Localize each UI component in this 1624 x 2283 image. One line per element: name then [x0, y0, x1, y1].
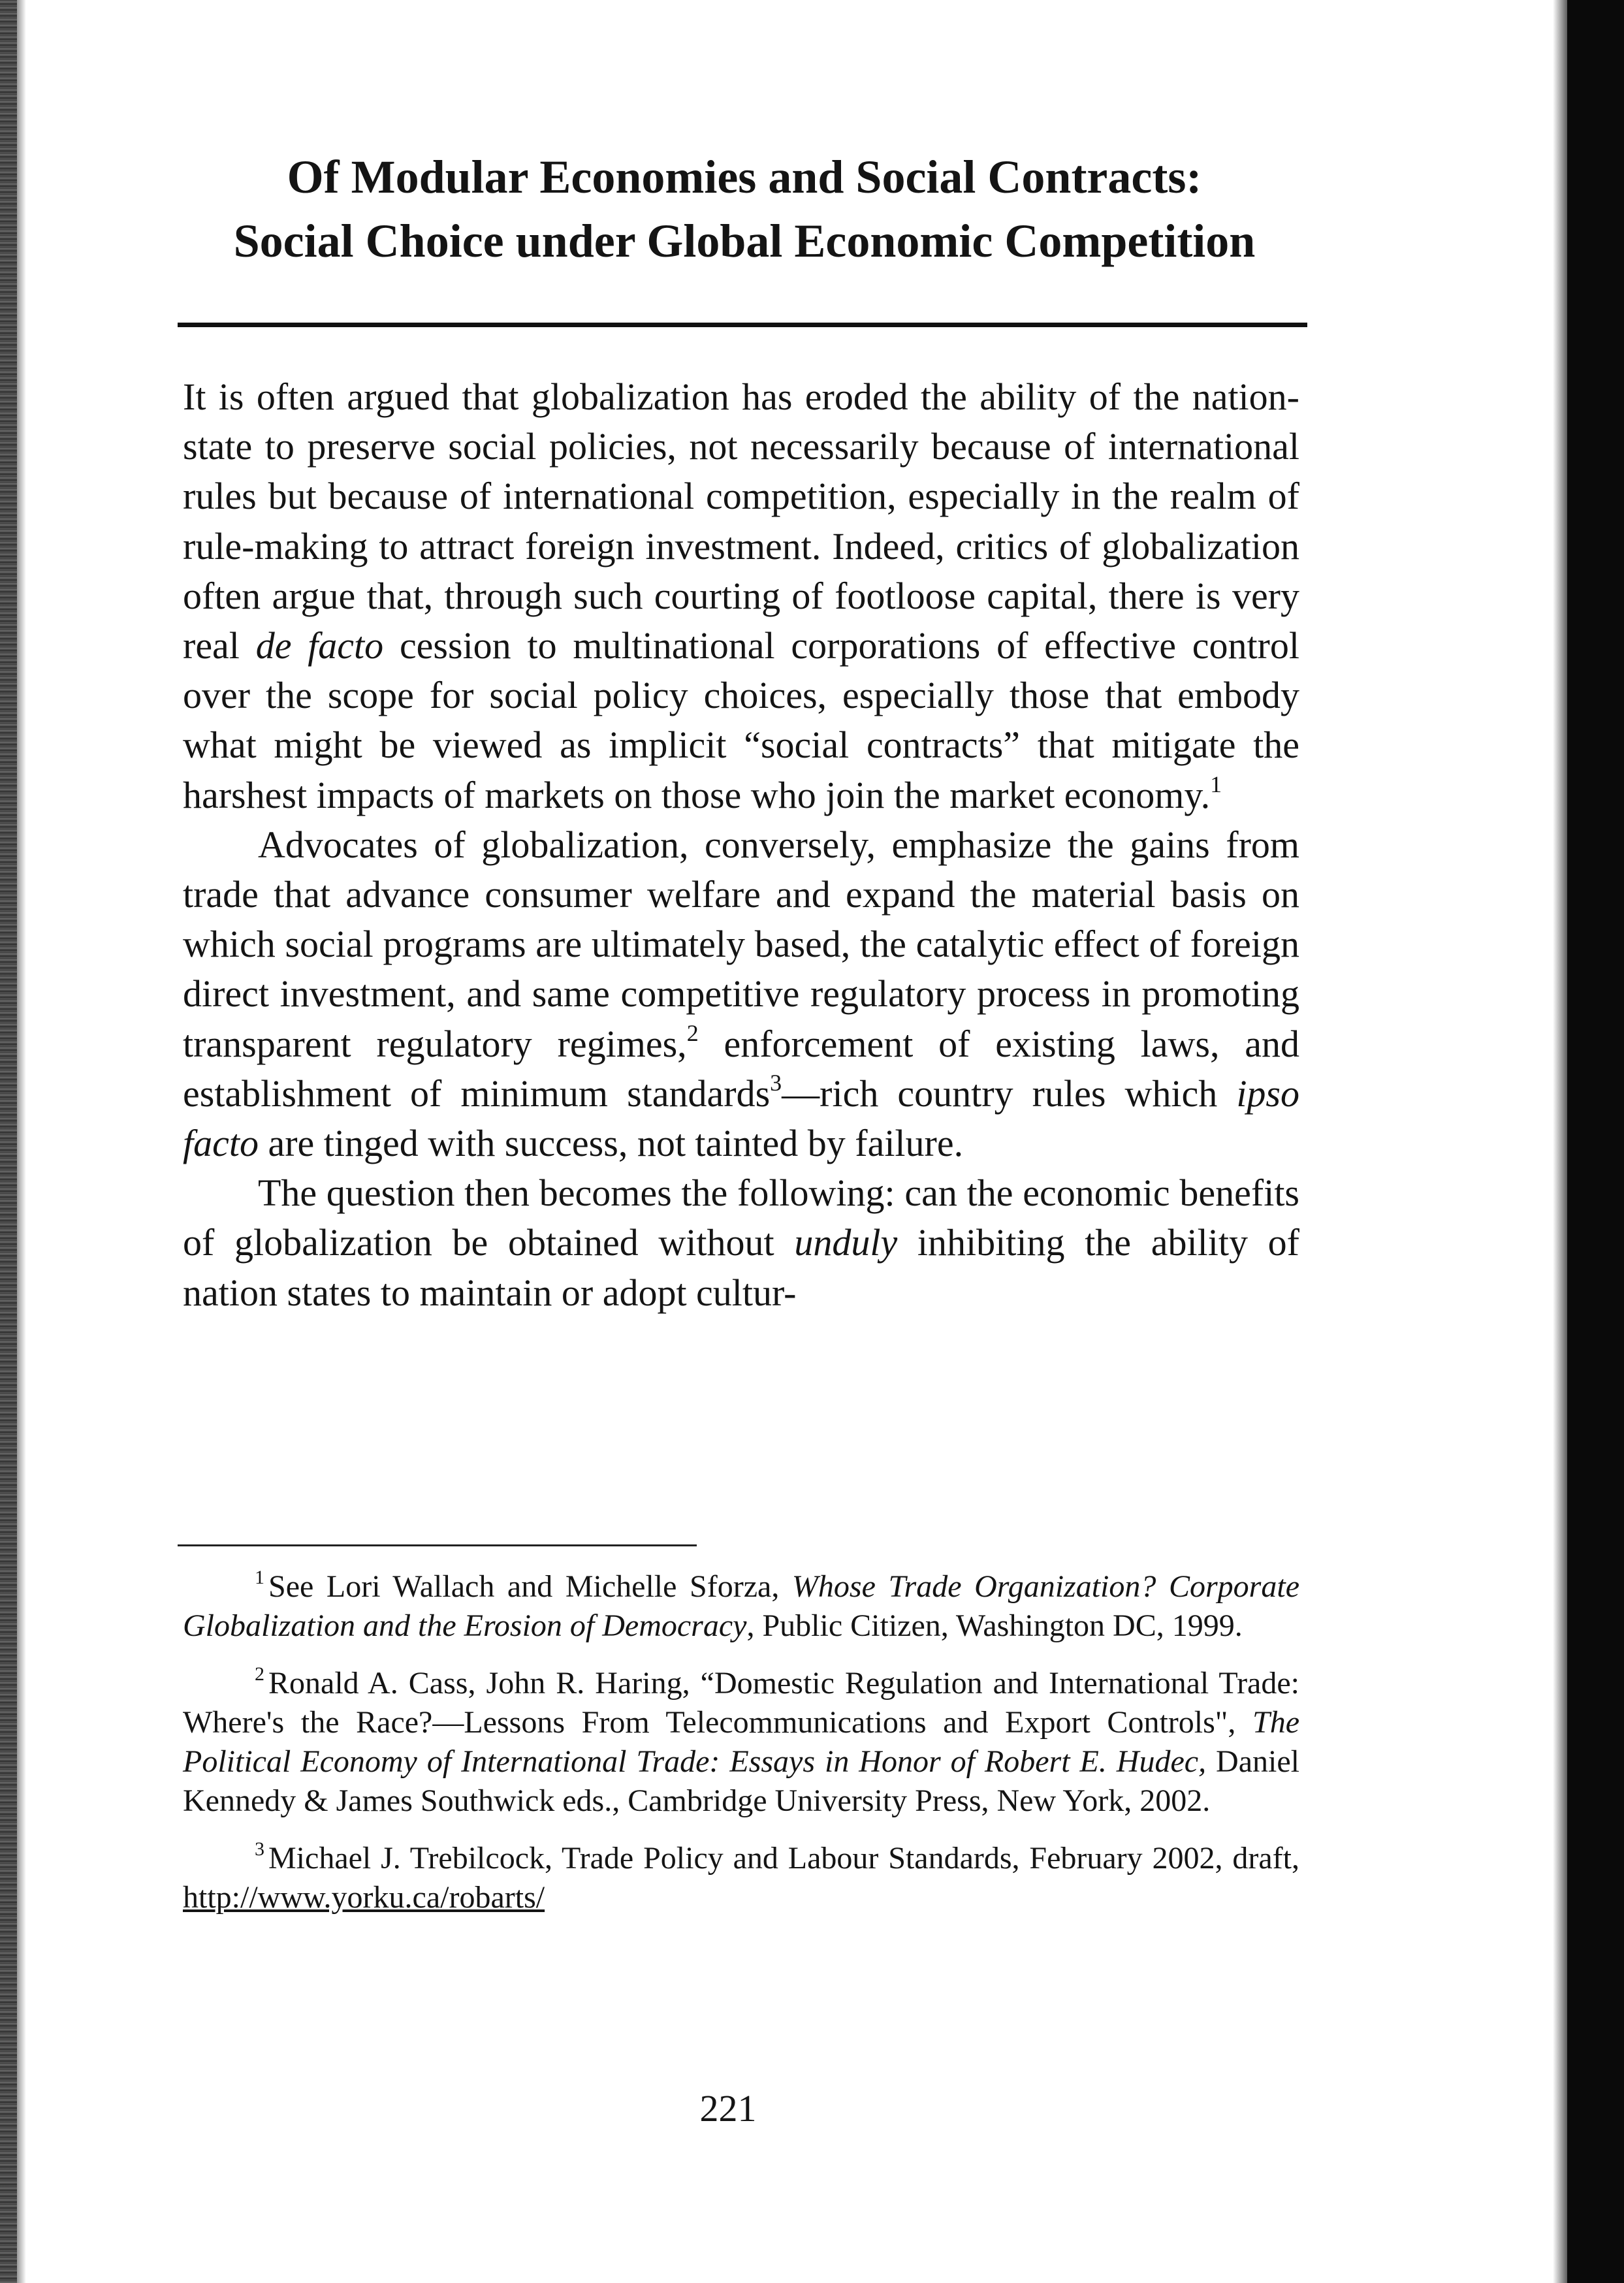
p2-text-e: are tinged with success, not tainted by failure.: [258, 1122, 964, 1165]
p3-text-a: The question then becomes the following: can the economic benefits of globalization be obtained without: [183, 1172, 1299, 1264]
p3-text-c: inhibiting the ability of nation states to maintain or adopt cultur-: [183, 1221, 1299, 1314]
p3-italic-unduly: unduly: [794, 1221, 898, 1264]
scan-binding-shadow: [17, 0, 26, 2283]
p2-italic-ipso-facto: ipso facto: [183, 1072, 1299, 1165]
chapter-title-line-1: Of Modular Economies and Social Contracts:: [287, 151, 1202, 203]
footnote-2-italic-title: The Political Economy of International Trade: Essays in Honor of Robert E. Hudec,: [183, 1705, 1299, 1779]
footnote-1: [183, 1567, 1299, 1646]
footnote-3-url-link[interactable]: http://www.yorku.ca/robarts/: [183, 1880, 545, 1915]
p2-text-b: enforcement of existing laws, and establishment of minimum standards: [183, 1022, 1299, 1115]
p2-text-c: —rich country rules which: [782, 1072, 1237, 1115]
chapter-title-line-2: Social Choice under Global Economic Competition: [233, 215, 1256, 267]
body-text: [183, 372, 1299, 1318]
p1-text-a: It is often argued that globalization has eroded the ability of the nation-state to preserve social policies, not necessarily because of international rules but because of international competition, especially in the realm of rule-making to attract foreign investment. Indeed, critics of globalization often argue that, through such courting of footloose capital, there is very real: [183, 375, 1299, 667]
footnotes: [183, 1567, 1299, 1936]
footnote-1-text-c: , Public Citizen, Washington DC, 1999.: [746, 1608, 1243, 1643]
title-rule: [178, 323, 1307, 327]
footnote-2-text-c: Daniel Kennedy & James Southwick eds., Cambridge University Press, New York, 2002.: [183, 1744, 1299, 1818]
footnote-1-italic-title: Whose Trade Organization? Corporate Globalization and the Erosion of Democracy: [183, 1569, 1299, 1643]
p1-italic-de-facto: de facto: [255, 624, 384, 667]
footnote-3: [183, 1839, 1299, 1917]
chapter-title: [170, 145, 1319, 273]
footnote-2-number: 2: [255, 1663, 264, 1685]
scan-right-shadow: [1553, 0, 1567, 2283]
p2-text-a: Advocates of globalization, conversely, emphasize the gains from trade that advance consumer welfare and expand the material basis on which social programs are ultimately based, the catalytic effect of foreign direct investment, and same competitive regulatory process in promoting transparent regulatory regimes,: [183, 823, 1299, 1065]
footnote-3-number: 3: [255, 1838, 264, 1860]
paragraph-3: [183, 1168, 1299, 1318]
page-number: 221: [699, 2087, 757, 2130]
paragraph-1: [183, 372, 1299, 820]
footnote-3-text-a: Michael J. Trebilcock, Trade Policy and Labour Standards, February 2002, draft,: [268, 1841, 1299, 1876]
p1-text-c: cession to multinational corporations of effective control over the scope for social policy choices, especially those that embody what might be viewed as implicit “social contracts” that mitigate the harshest impacts of markets on those who join the market economy.: [183, 624, 1299, 816]
footnote-ref-1: 1: [1210, 771, 1222, 797]
footnote-2: [183, 1664, 1299, 1821]
footnote-ref-2: 2: [686, 1019, 699, 1046]
paragraph-2: [183, 820, 1299, 1168]
scan-right-edge: [1567, 0, 1624, 2283]
footnote-ref-3: 3: [770, 1069, 782, 1096]
footnote-1-number: 1: [255, 1567, 264, 1588]
footnote-rule: [178, 1544, 697, 1546]
footnote-2-text-a: Ronald A. Cass, John R. Haring, “Domestic Regulation and International Trade: Where's the Race?—Lessons From Telecommunications and Export Controls",: [183, 1666, 1299, 1740]
footnote-1-text-a: See Lori Wallach and Michelle Sforza,: [268, 1569, 792, 1604]
scan-binding-edge: [0, 0, 17, 2283]
